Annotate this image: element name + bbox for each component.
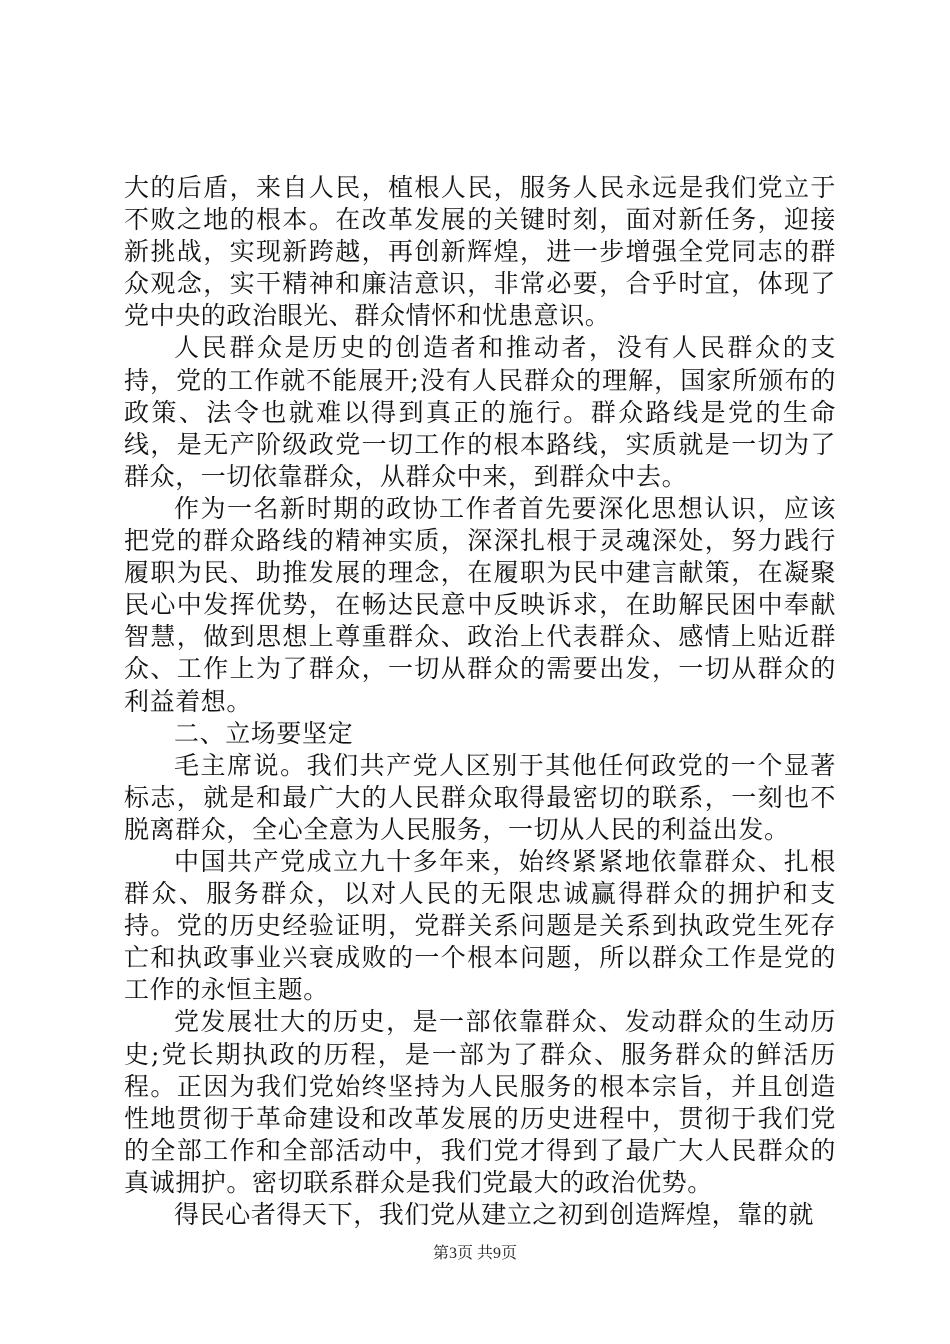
paragraph: 得民心者得天下，我们党从建立之初到创造辉煌，靠的就 — [174, 1200, 815, 1229]
paragraph: 人民群众是历史的创造者和推动者，没有人民群众的支持，党的工作就不能展开;没有人民群众的理解，国家所颁布的政策、法令也就难以得到真正的施行。群众路线是党的生命线，是无产阶级政党一切工作的根本路线，实质就是一切为了群众，一切依靠群众，从群众中来，到群众中去。 — [124, 333, 836, 491]
paragraph: 中国共产党成立九十多年来，始终紧紧地依靠群众、扎根群众、服务群众，以对人民的无限忠诚赢得群众的拥护和支持。党的历史经验证明，党群关系问题是关系到执政党生死存亡和执政事业兴衰成败的一个根本问题，所以群众工作是党的工作的永恒主题。 — [124, 846, 836, 1005]
paragraph: 毛主席说。我们共产党人区别于其他任何政党的一个显著标志，就是和最广大的人民群众取得最密切的联系，一刻也不脱离群众，全心全意为人民服务，一切从人民的利益出发。 — [124, 750, 836, 844]
paragraph-continuation: 大的后盾，来自人民，植根人民，服务人民永远是我们党立于不败之地的根本。在改革发展的关键时刻，面对新任务，迎接新挑战，实现新跨越，再创新辉煌，进一步增强全党同志的群众观念，实干精神和廉洁意识，非常必要，合乎时宜，体现了党中央的政治眼光、群众情怀和忧患意识。 — [124, 173, 836, 331]
page-number-footer: 第3页 共9页 — [432, 1245, 517, 1262]
document-body — [124, 172, 836, 1231]
paragraph: 作为一名新时期的政协工作者首先要深化思想认识，应该把党的群众路线的精神实质，深深扎根于灵魂深处，努力践行履职为民、助推发展的理念，在履职为民中建言献策，在凝聚民心中发挥优势，在畅达民意中反映诉求，在助解民困中奉献智慧，做到思想上尊重群众、政治上代表群众、感情上贴近群众、工作上为了群众，一切从群众的需要出发，一切从群众的利益着想。 — [124, 493, 836, 716]
section-heading: 二、立场要坚定 — [174, 718, 354, 748]
paragraph: 党发展壮大的历史，是一部依靠群众、发动群众的生动历史;党长期执政的历程，是一部为了群众、服务群众的鲜活历程。正因为我们党始终坚持为人民服务的根本宗旨，并且创造性地贯彻于革命建设和改革发展的历史进程中，贯彻于我们党的全部工作和全部活动中，我们党才得到了最广大人民群众的真诚拥护。密切联系群众是我们党最大的政治优势。 — [124, 1007, 836, 1197]
